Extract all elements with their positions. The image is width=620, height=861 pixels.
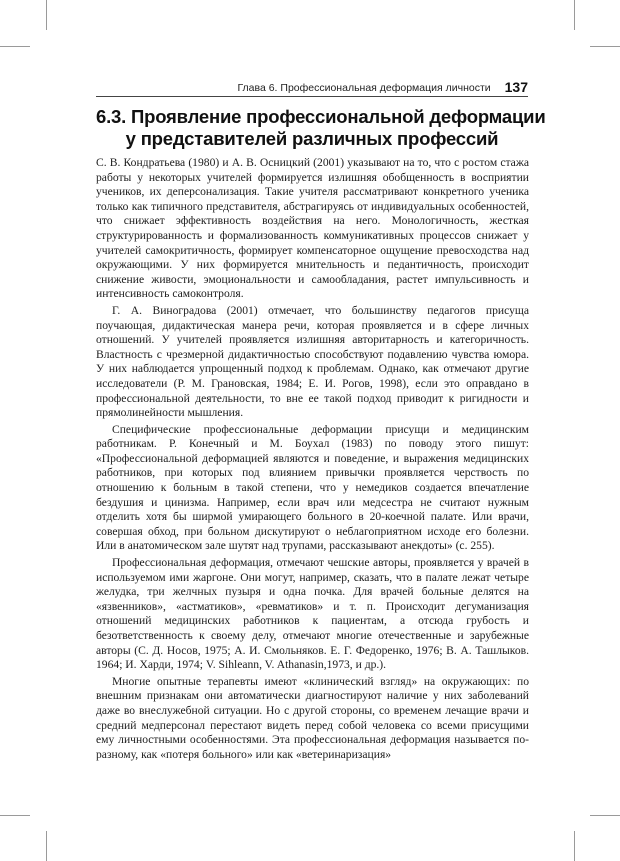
paragraph-2: Г. А. Виноградова (2001) отмечает, что большинству педагогов присуща поучающая, дидактическая манера речи, которая проявляется и в сфере личных отношений. У учителей проявляется излишняя авторитарность и категоричность. Властность с чрезмерной дидактичностью способствуют подавлению чувства юмора. У них наблюдается упрощенный подход к проблемам. Однако, как отмечают другие исследователи (Р. М. Грановская, 1984; Е. И. Рогов, 1998), если это оправдано в профессиональной деятельности, то вне ее такой подход приводит к ригидности и прямолинейности мышления.	[96, 303, 529, 420]
crop-mark-top-right	[590, 46, 620, 47]
chapter-title: Глава 6. Профессиональная деформация личности	[237, 82, 491, 94]
header-rule	[96, 96, 528, 97]
body-text	[96, 156, 529, 764]
running-head	[96, 75, 528, 95]
paragraph-3: Специфические профессиональные деформации присущи и медицинским работникам. Р. Конечный и М. Боухал (1983) по поводу этого пишут: «Профессиональной деформацией являются и поведение, и выражения медицинских работников, при которых под влиянием привычки проявляется черствость по отношению к больным в такой степени, что у немедиков создается впечатление бездушия и цинизма. Например, если врач или медсестра не считают нужным отделить хотя бы ширмой умирающего больного в 20-коечной палате. Или врачи, совершая обход, при больном дискутируют о неблагоприятном исходе его болезни. Или в анатомическом зале шутят над трупами, рассказывают анекдоты» (с. 255).	[96, 422, 529, 553]
crop-mark-bottom-left	[0, 815, 30, 816]
section-heading-line-1: 6.3. Проявление профессиональной деформации	[96, 106, 546, 127]
section-heading	[96, 106, 546, 150]
paragraph-4: Профессиональная деформация, отмечают чешские авторы, проявляется у врачей в используемом ими жаргоне. Они могут, например, сказать, что в палате лежат четыре желудка, три желчных пузыря и одна почка. Для врачей больные делятся на «язвенников», «астматиков», «ревматиков» и т. п. Происходит дегуманизация отношений медицинских работников к пациентам, а отсюда грубость и безответственность к своему делу, отмечают многие отечественные и зарубежные авторы (С. Д. Носов, 1975; А. И. Смольняков. Е. Г. Федоренко, 1976; В. А. Ташлыков. 1964; И. Харди, 1974; V. Sihleann, V. Athanasin,1973, и др.).	[96, 556, 529, 672]
crop-mark-top-left	[0, 46, 30, 47]
section-heading-line-2: у представителей различных профессий	[125, 128, 499, 149]
page-number: 137	[504, 79, 528, 95]
crop-mark-bottom-left	[46, 831, 47, 861]
paragraph-5: Многие опытные терапевты имеют «клинический взгляд» на окружающих: по внешним признакам они автоматически диагностируют наличие у них заболеваний даже во внеслужебной ситуации. Но с другой стороны, со временем лечащие врачи и средний медперсонал перестают видеть перед собой человека со всеми присущими ему личностными особенностями. Эта профессиональная деформация называется по-разному, как «потеря больного» или как «ветеринаризация»	[96, 674, 529, 761]
crop-mark-bottom-right	[590, 815, 620, 816]
crop-mark-bottom-right	[574, 831, 575, 861]
crop-mark-top-left	[46, 0, 47, 30]
crop-mark-top-right	[574, 0, 575, 30]
paragraph-1: С. В. Кондратьева (1980) и А. В. Осницкий (2001) указывают на то, что с ростом стажа работы у некоторых учителей формируется излишняя обобщенность в восприятии учеников, их деперсонализация. Такие учителя рассматривают конкретного ученика только как типичного представителя, абстрагируясь от индивидуальных особенностей, что снижает эффективность воздействия на него. Монологичность, жесткая структурированность и формализованность коммуникативных процессов снижает у учителей самокритичность, формирует компенсаторное ощущение превосходства над окружающими. У них формируется мнительность и педантичность, происходит снижение живости, эмоциональности и самообладания, растет импульсивность и интенсивность самоконтроля.	[96, 156, 529, 301]
